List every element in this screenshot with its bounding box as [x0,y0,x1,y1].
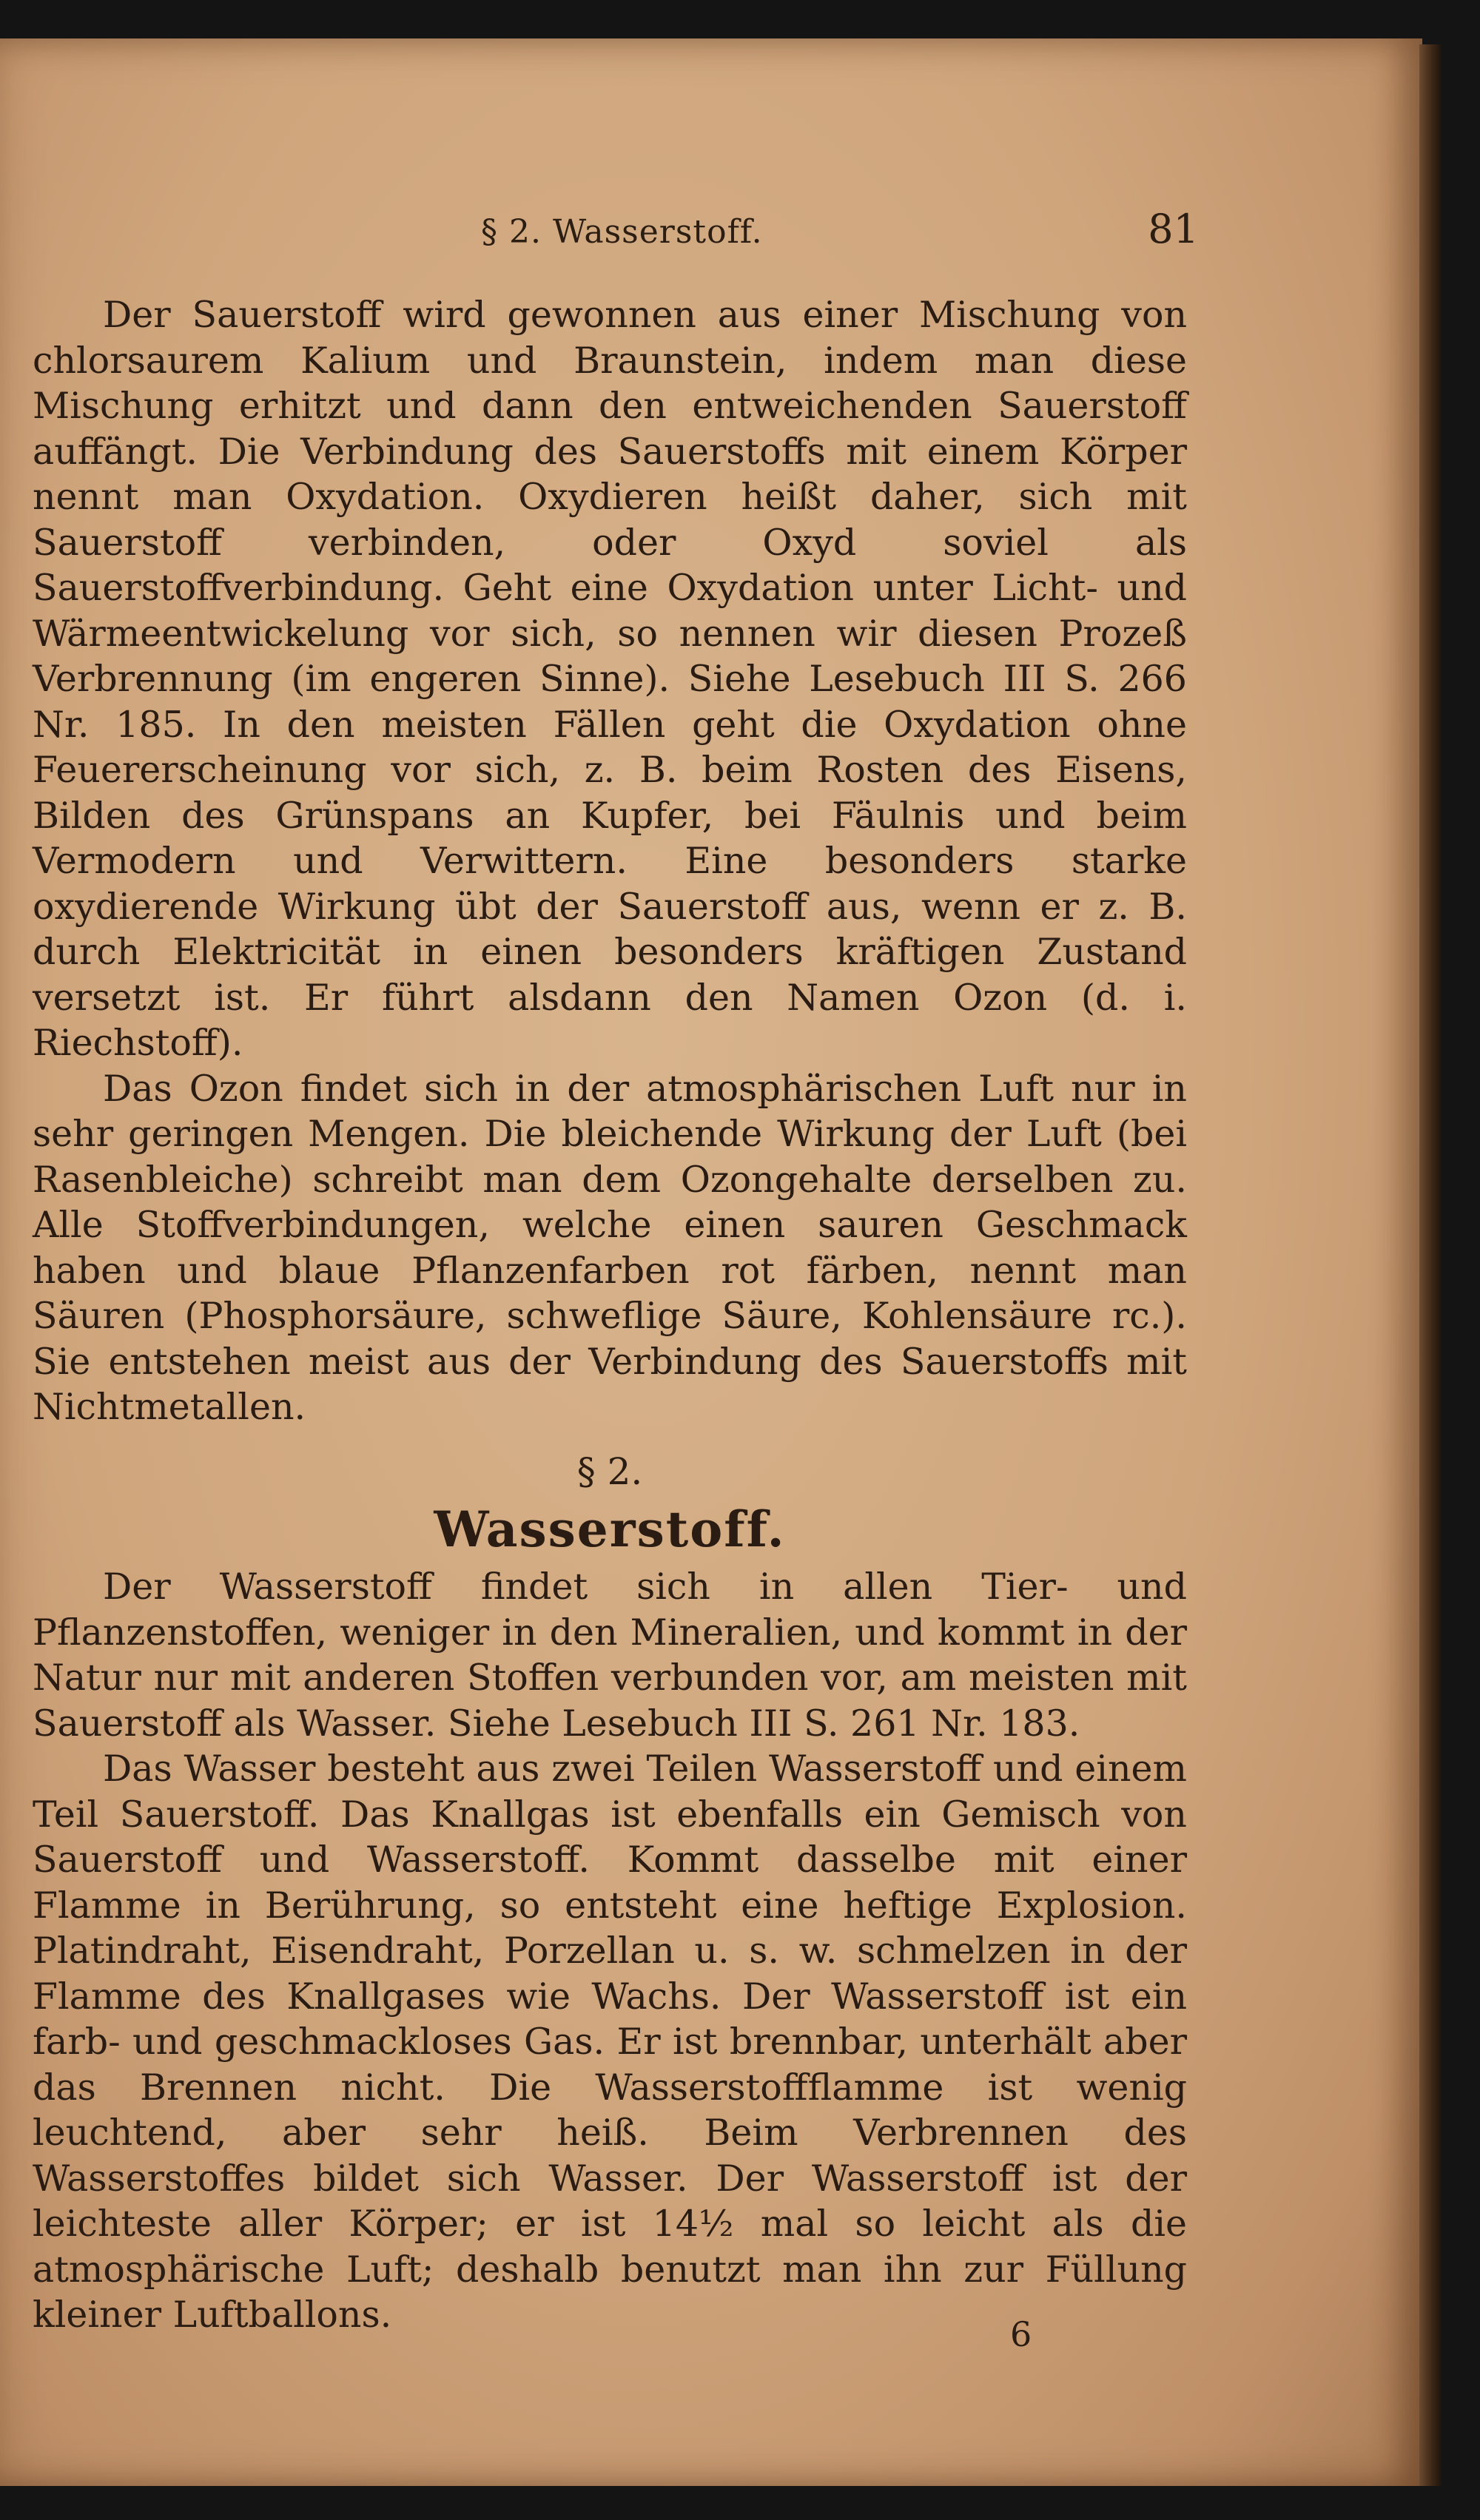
section-title: Wasserstoff. [434,1500,786,1558]
paragraph-ozon: Das Ozon findet sich in der atmosphärischen Luft nur in sehr geringen Mengen. Die bleichende Wirkung der Luft (bei Rasenbleiche) schreibt man dem Ozongehalte derselben zu. Alle Stoffverbindungen, welche einen sauren Geschmack haben und blaue Pflanzenfarben rot färben, nennt man Säuren (Phosphorsäure, schweflige Säure, Kohlensäure rc.). Sie entstehen meist aus der Verbindung des Sauerstoffs mit Nichtmetallen. [33,1067,1187,1428]
paragraph-wasserstoff-vorkommen: Der Wasserstoff findet sich in allen Tier- und Pflanzenstoffen, weniger in den Mineralien, und kommt in der Natur nur mit anderen Stoffen verbunden vor, am meisten mit Sauerstoff als Wasser. Siehe Lesebuch III S. 261 Nr. 183. [33,1566,1187,1745]
book-spine [1419,44,1442,2486]
page-body [33,292,1187,2338]
running-head [481,206,1199,257]
signature-mark: 6 [1010,2314,1032,2354]
running-head-section: § 2. Wasserstoff. [481,213,763,251]
section-number: § 2. [576,1449,643,1493]
paragraph-wasserstoff-eigenschaften: Das Wasser besteht aus zwei Teilen Wasserstoff und einem Teil Sauerstoff. Das Knallgas ist ebenfalls ein Gemisch von Sauerstoff und Wasserstoff. Kommt dasselbe mit einer Flamme in Berührung, so entsteht eine heftige Explosion. Platindraht, Eisendraht, Porzellan u. s. w. schmelzen in der Flamme des Knallgases wie Wachs. Der Wasserstoff ist ein farb- und geschmackloses Gas. Er ist brennbar, unterhält aber das Brennen nicht. Die Wasserstoffflamme ist wenig leuchtend, aber sehr heiß. Beim Verbrennen des Wasserstoffes bildet sich Wasser. Der Wasserstoff ist der leichteste aller Körper; er ist 14½ mal so leicht als die atmosphärische Luft; deshalb benutzt man ihn zur Füllung kleiner Luftballons. [33,1748,1187,2336]
paragraph-sauerstoff-gewinnung: Der Sauerstoff wird gewonnen aus einer Mischung von chlorsaurem Kalium und Braunstein, indem man diese Mischung erhitzt und dann den entweichenden Sauerstoff auffängt. Die Verbindung des Sauerstoffs mit einem Körper nennt man Oxydation. Oxydieren heißt daher, sich mit Sauerstoff verbinden, oder Oxyd soviel als Sauerstoffverbindung. Geht eine Oxydation unter Licht- und Wärmeentwickelung vor sich, so nennen wir diesen Prozeß Verbrennung (im engeren Sinne). Siehe Lesebuch III S. 266 Nr. 185. In den meisten Fällen geht die Oxydation ohne Feuererscheinung vor sich, z. B. beim Rosten des Eisens, Bilden des Grünspans an Kupfer, bei Fäulnis und beim Vermodern und Verwittern. Eine besonders starke oxydierende Wirkung übt der Sauerstoff aus, wenn er z. B. durch Elektricität in einen besonders kräftigen Zustand versetzt ist. Er führt alsdann den Namen Ozon (d. i. Riechstoff). [33,294,1187,1064]
page-number: 81 [1148,206,1199,252]
